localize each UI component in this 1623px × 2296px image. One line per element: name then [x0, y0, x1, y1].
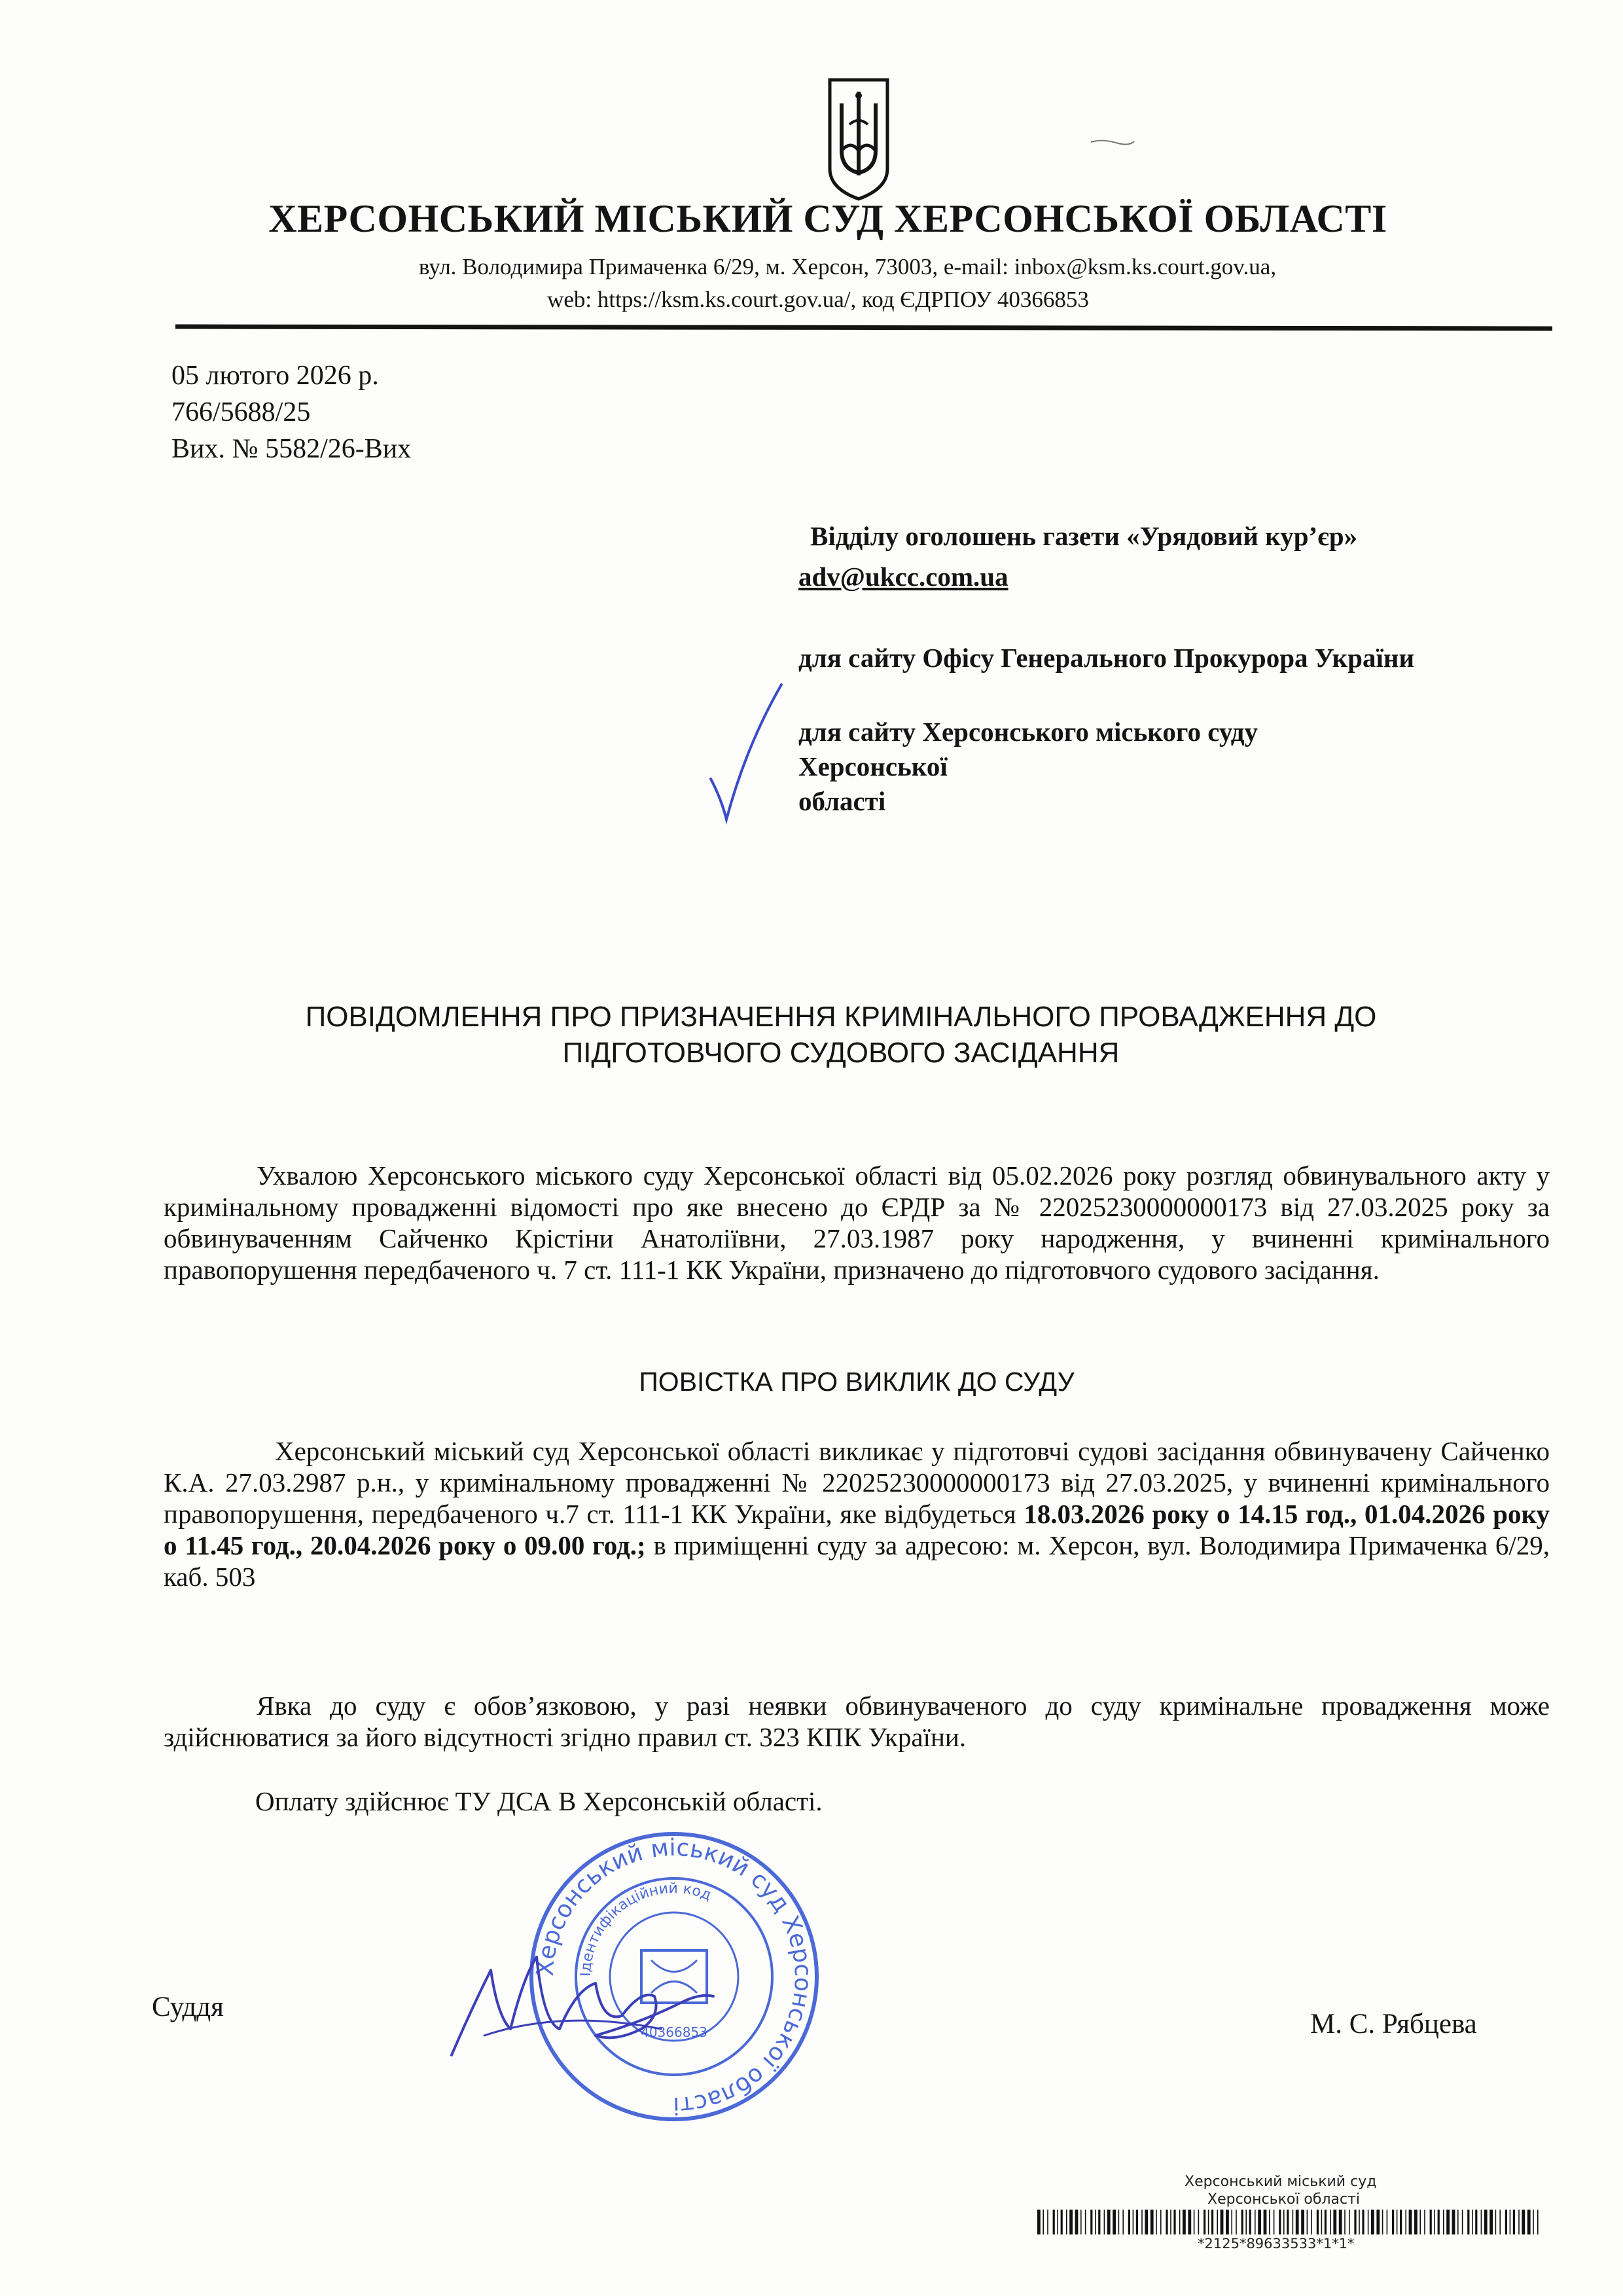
notice-title — [216, 999, 1466, 1071]
barcode-bar — [1462, 2210, 1463, 2234]
barcode-bar — [1279, 2210, 1281, 2234]
trident-coat-of-arms-icon — [826, 77, 891, 202]
payment-paragraph: Оплату здійснює ТУ ДСА В Херсонській області. — [255, 1786, 823, 1816]
barcode-bar — [1293, 2210, 1294, 2234]
barcode-bar — [1452, 2210, 1455, 2234]
barcode-bar — [1382, 2210, 1383, 2234]
subpoena-heading: ПОВІСТКА ПРО ВИКЛИК ДО СУДУ — [639, 1367, 1075, 1397]
barcode-bar — [1505, 2210, 1507, 2234]
barcode-bar — [1472, 2210, 1473, 2234]
barcode-bar — [1489, 2210, 1493, 2234]
barcode-bar — [1537, 2210, 1539, 2234]
barcode-bar — [1354, 2210, 1356, 2234]
notice-title-line: ПОВІДОМЛЕННЯ ПРО ПРИЗНАЧЕННЯ КРИМІНАЛЬНОГО ПРОВАДЖЕННЯ ДО — [305, 1001, 1377, 1033]
document-meta — [171, 357, 411, 467]
barcode-bar — [1150, 2210, 1154, 2234]
barcode-bar — [1362, 2210, 1364, 2234]
barcode-bar — [1217, 2210, 1218, 2234]
checkmark-icon — [707, 681, 785, 825]
barcode-bar — [1208, 2210, 1209, 2234]
barcode-bar — [1430, 2210, 1432, 2234]
barcode-bar — [1057, 2210, 1058, 2234]
barcode-bar — [1333, 2210, 1336, 2234]
barcode-bar — [1075, 2210, 1079, 2234]
barcode-bar — [1053, 2210, 1055, 2234]
barcode-bar — [1118, 2210, 1120, 2234]
barcode-bar — [1160, 2210, 1162, 2234]
court-web-line: web: https://ksm.ks.court.gov.ua/, код ЄДРПОУ 40366853 — [547, 287, 1089, 312]
barcode-bar — [1211, 2210, 1213, 2234]
barcode-bar — [1446, 2210, 1450, 2234]
footer-region-label: Херсонської області — [1207, 2191, 1361, 2208]
barcode-bar — [1317, 2210, 1319, 2234]
barcode-bar — [1330, 2210, 1331, 2234]
barcode-bar — [1409, 2210, 1412, 2234]
barcode-bar — [1467, 2210, 1469, 2234]
barcode-bar — [1231, 2210, 1232, 2234]
judge-name: М. С. Рябцева — [1310, 2009, 1477, 2039]
barcode-bar — [1481, 2210, 1482, 2234]
barcode-bar — [1475, 2210, 1477, 2234]
stamp-outer-text: Херсонський міський суд Херсонської області — [531, 1834, 817, 2119]
recipient-prosecutor-site: для сайту Офісу Генерального Прокурора України — [798, 643, 1415, 673]
barcode-bar — [1183, 2210, 1186, 2234]
subpoena-paragraph — [164, 1435, 1550, 1592]
barcode-bar — [1255, 2210, 1256, 2234]
barcode-bar — [1258, 2210, 1261, 2234]
barcode-bar — [1156, 2210, 1157, 2234]
barcode-bar — [1069, 2210, 1073, 2234]
barcode-bar — [1424, 2210, 1425, 2234]
handwritten-signature — [445, 1931, 720, 2081]
barcode-bar — [1188, 2210, 1191, 2234]
barcode-bar — [1311, 2210, 1312, 2234]
barcode-bar — [1518, 2210, 1520, 2234]
barcode-bar — [1387, 2210, 1388, 2234]
barcode-bar — [1499, 2210, 1501, 2234]
recipient-court-site-line: для сайту Херсонського міського суду — [798, 717, 1258, 747]
barcode-bar — [1344, 2210, 1346, 2234]
barcode-bar — [1349, 2210, 1350, 2234]
judge-label: Суддя — [152, 1992, 224, 2022]
scan-speck — [1090, 137, 1135, 147]
court-name-heading: ХЕРСОНСЬКИЙ МІСЬКИЙ СУД ХЕРСОНСЬКОЇ ОБЛАСТІ — [268, 197, 1387, 240]
barcode-bar — [1368, 2210, 1369, 2234]
barcode-bar — [1066, 2210, 1067, 2234]
barcode-bar — [1513, 2210, 1515, 2234]
barcode-bar — [1249, 2210, 1251, 2234]
header-divider — [175, 325, 1552, 331]
barcode-bar — [1371, 2210, 1374, 2234]
barcode-bar — [1136, 2210, 1138, 2234]
barcode-bar — [1321, 2210, 1323, 2234]
barcode-bar — [1133, 2210, 1134, 2234]
barcode-bar — [1043, 2210, 1044, 2234]
hearing-dates: 18.03.2026 року о 14.15 год., 01.04.2026 року о 11.45 год., 20.04.2026 року о 09.00 год.; — [164, 1499, 1550, 1560]
barcode-bar — [1047, 2210, 1048, 2234]
recipient-court-site — [798, 715, 1258, 819]
subpoena-text: Херсонський міський суд Херсонської області викликає у підготовчі судові засідання обвинувачену Сайченко К.А. 27.03.2987 р.н., у кримінальному провадженні № 22025230000000173 від 27.03.2025, у вчиненні кримінального правопорушення, передбаченого ч.7 ст. 111-1 КК України, яке відбудеться — [164, 1436, 1550, 1529]
barcode-bar — [1128, 2210, 1130, 2234]
document-date: 05 лютого 2026 р. — [171, 361, 379, 391]
barcode-bar — [1170, 2210, 1171, 2234]
barcode-bar — [1236, 2210, 1237, 2234]
barcode-bar — [1533, 2210, 1534, 2234]
barcode-bar — [1226, 2210, 1229, 2234]
barcode-bar — [1400, 2210, 1402, 2234]
barcode-bar — [1527, 2210, 1531, 2234]
barcode-bar — [1339, 2210, 1342, 2234]
barcode-bar — [1287, 2210, 1289, 2234]
barcode-bar — [1296, 2210, 1299, 2234]
case-number: 766/5688/25 — [171, 397, 311, 427]
footer-court-label: Херсонський міський суд — [1185, 2174, 1377, 2190]
barcode-bar — [1359, 2210, 1360, 2234]
barcode-bar — [1080, 2210, 1082, 2234]
barcode-bar — [1221, 2210, 1224, 2234]
barcode-bar — [1204, 2210, 1205, 2234]
barcode-bar — [1484, 2210, 1488, 2234]
barcode-bar — [1510, 2210, 1511, 2234]
barcode-bar — [1301, 2210, 1304, 2234]
stamp-inner-text: Ідентифікаційний код — [577, 1880, 714, 1977]
ruling-paragraph: Ухвалою Херсонського міського суду Херсонської області від 05.02.2026 року розгляд обвинувального акту у кримінальному провадженні відомості про яке внесено до ЄРДР за № 22025230000000173 від 27.03.2025 року за обвинуваченням Сайченко Крістіни Анатоліївни, 27.03.1987 року народження, у вчиненні кримінального правопорушення передбаченого ч. 7 ст. 111-1 КК України, призначено до підготовчого судового засідання. — [164, 1160, 1550, 1285]
barcode-bar — [1269, 2210, 1270, 2234]
barcode-bar — [1141, 2210, 1143, 2234]
barcode-bar — [1061, 2210, 1063, 2234]
barcode-bar — [1194, 2210, 1195, 2234]
barcode-bar — [1522, 2210, 1525, 2234]
barcode-bar — [1392, 2210, 1394, 2234]
barcode-bar — [1397, 2210, 1398, 2234]
notice-title-line: ПІДГОТОВЧОГО СУДОВОГО ЗАСІДАННЯ — [562, 1037, 1120, 1069]
barcode — [1037, 2210, 1541, 2234]
barcode-bar — [1434, 2210, 1435, 2234]
barcode-bar — [1264, 2210, 1267, 2234]
attendance-paragraph: Явка до суду є обов’язковою, у разі неявки обвинуваченого до суду кримінальне провадження може здійснюватися за його відсутності згідно правил ст. 323 КПК України. — [164, 1691, 1550, 1752]
barcode-bar — [1245, 2210, 1247, 2234]
barcode-bar — [1037, 2210, 1041, 2234]
barcode-bar — [1166, 2210, 1168, 2234]
barcode-bar — [1107, 2210, 1111, 2234]
barcode-bar — [1495, 2210, 1497, 2234]
barcode-bar — [1145, 2210, 1148, 2234]
barcode-bar — [1419, 2210, 1421, 2234]
recipient-court-site-line: області — [798, 786, 886, 816]
barcode-bar — [1104, 2210, 1105, 2234]
stamp-code: 40366853 — [641, 2024, 707, 2040]
barcode-bar — [1122, 2210, 1124, 2234]
barcode-bar — [1241, 2210, 1243, 2234]
barcode-bar — [1438, 2210, 1440, 2234]
barcode-bar — [1173, 2210, 1175, 2234]
barcode-bar — [1414, 2210, 1418, 2234]
barcode-bar — [1198, 2210, 1200, 2234]
recipient-newspaper: Відділу оголошень газети «Урядовий кур’єр» — [810, 521, 1358, 551]
barcode-bar — [1085, 2210, 1086, 2234]
subpoena-location: в приміщенні суду за адресою: м. Херсон, вул. Володимира Примаченка 6/29, каб. 503 — [164, 1530, 1550, 1592]
barcode-bar — [1095, 2210, 1096, 2234]
recipient-email: adv@ukcc.com.ua — [798, 562, 1008, 592]
outgoing-number: Вих. № 5582/26-Вих — [171, 434, 412, 464]
barcode-bar — [1283, 2210, 1285, 2234]
barcode-bar — [1098, 2210, 1100, 2234]
barcode-bar — [1113, 2210, 1116, 2234]
barcode-bar — [1376, 2210, 1380, 2234]
barcode-text: *2125*89633533*1*1* — [1198, 2236, 1355, 2251]
barcode-bar — [1179, 2210, 1181, 2234]
barcode-bar — [1274, 2210, 1275, 2234]
barcode-bar — [1090, 2210, 1092, 2234]
barcode-bar — [1443, 2210, 1444, 2234]
court-address-line: вул. Володимира Примаченка 6/29, м. Херсон, 73003, e-mail: inbox@ksm.ks.court.gov.ua, — [418, 254, 1277, 279]
barcode-bar — [1325, 2210, 1327, 2234]
barcode-bar — [1457, 2210, 1459, 2234]
recipient-court-site-line: Херсонської — [798, 751, 948, 781]
barcode-bar — [1405, 2210, 1406, 2234]
barcode-bar — [1307, 2210, 1308, 2234]
